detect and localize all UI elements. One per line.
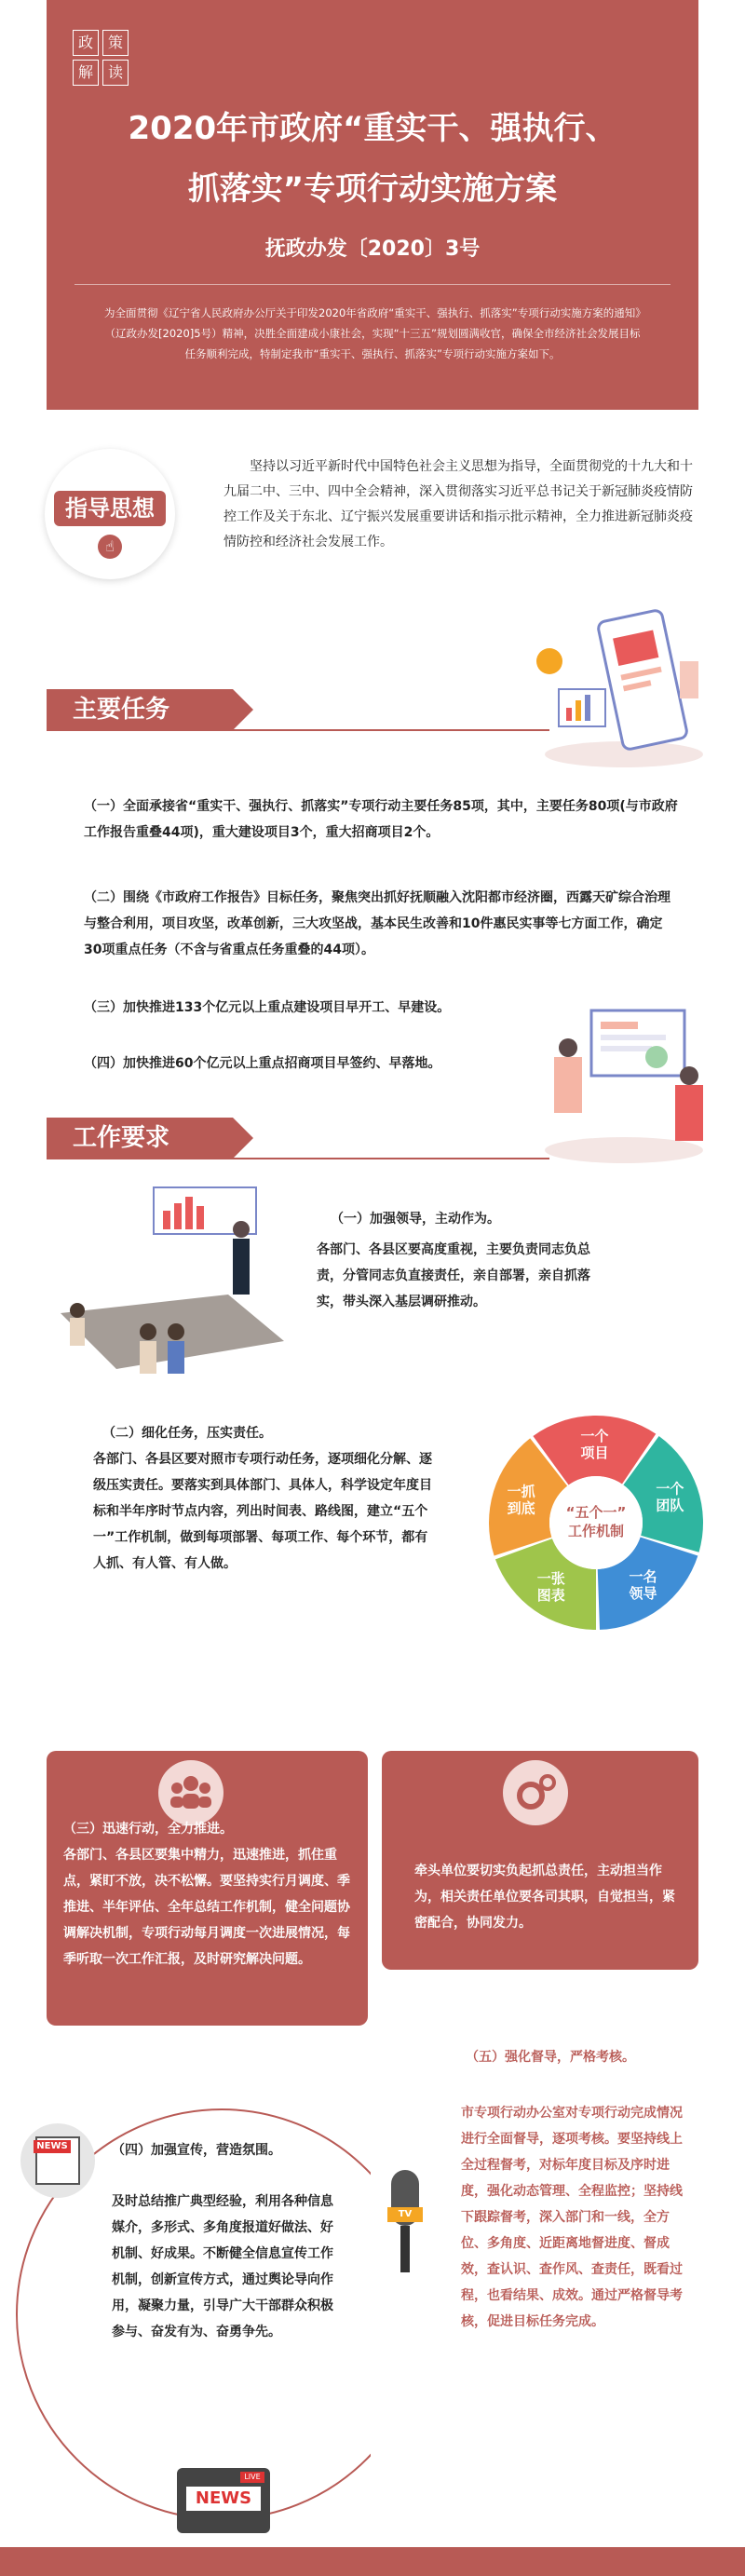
- tv-label: TV: [387, 2207, 423, 2222]
- divider: [74, 284, 670, 285]
- intro-text: 为全面贯彻《辽宁省人民政府办公厅关于印发2020年省政府“重实干、强执行、抓落实”专项行动实施方案的通知》（辽政办发[2020]5号）精神，决胜全面建成小康社会，实现“十三五”规划圆满收官，确保全市经济社会发展目标任务顺利完成，特制定我市“重实干、强执行、抓落实”专项行动实施方案如下。: [104, 306, 641, 360]
- page-title-line2: 抓落实”专项行动实施方案: [187, 170, 558, 208]
- requirement-5-title: （五）强化督导，严格考核。: [466, 2050, 635, 2065]
- requirement-3-title: （三）迅速行动，全力推进。: [63, 1822, 233, 1837]
- requirement-2-text: 各部门、各县区要对照市专项行动任务，逐项细化分解、逐级压实责任。要落实到具体部门、具体人，科学设定年度目标和半年序时节点内容，列出时间表、路线图，建立“五个一”工作机制，做到每项部署、每项工作、每个环节，都有人抓、有人管、有人做。: [93, 1452, 432, 1571]
- wheel-item-label: 团队: [656, 1497, 684, 1514]
- wheel-center-label: “五个一”: [565, 1504, 627, 1521]
- phone-chart-illustration: [522, 596, 708, 773]
- section-title-requirements: 工作要求: [47, 1118, 233, 1159]
- page-title-line1: 2020年市政府“重实干、强执行、: [128, 110, 617, 147]
- task-item: （三）加快推进133个亿元以上重点建设项目早开工、早建设。: [84, 1000, 451, 1015]
- requirement-3-text: 各部门、各县区要集中精力，迅速推进，抓住重点，紧盯不放，决不松懈。要坚持实行月调度、季推进、半年评估、全年总结工作机制，健全问题协调解决机制，专项行动每月调度一次进展情况，每季听取一次工作汇报，及时研究解决问题。: [63, 1848, 350, 1967]
- requirement-1-title: （一）加强领导，主动作为。: [331, 1212, 500, 1227]
- tag-char: 政: [73, 30, 99, 56]
- tv-news-icon: [177, 2459, 270, 2542]
- requirement-2-title: （二）细化任务，压实责任。: [102, 1426, 272, 1441]
- five-one-mechanism-wheel: [484, 1411, 708, 1634]
- microphone-icon: [374, 2170, 436, 2282]
- tag-char: 读: [102, 60, 129, 86]
- footer-bar: [0, 2547, 745, 2576]
- wheel-item-label: 一个: [656, 1480, 684, 1498]
- guide-text: 坚持以习近平新时代中国特色社会主义思想为指导，全面贯彻党的十九大和十九届二中、三中、四中全会精神，深入贯彻落实习近平总书记关于新冠肺炎疫情防控工作及关于东北、辽宁振兴发展重要讲话和指示批示精神，全力推进新冠肺炎疫情防控和经济社会发展工作。: [224, 459, 693, 549]
- wheel-item-label: 一名: [629, 1568, 657, 1586]
- live-label: LIVE: [240, 2472, 264, 2483]
- wheel-item-label: 领导: [629, 1585, 657, 1603]
- newspaper-icon: [20, 2123, 95, 2198]
- requirement-4-title: （四）加强宣传，营造氛围。: [112, 2143, 281, 2158]
- requirement-5-text: 市专项行动办公室对专项行动完成情况进行全面督导，逐项考核。要坚持线上全过程督考，对标年度目标及序时进度，强化动态管理、全程监控；坚持线下跟踪督考，深入部门和一线，全方位、多角度、近距离地督进度、督成效，查认识、查作风、查责任，既看过程，也看结果、成效。通过严格督导考核，促进目标任务完成。: [461, 2106, 683, 2329]
- wheel-item-label: 到底: [507, 1499, 535, 1517]
- news-label: NEWS: [34, 2140, 71, 2153]
- wheel-item-label: 一抓: [507, 1483, 535, 1500]
- document-number: 抚政办发〔2020〕3号: [264, 237, 481, 261]
- requirement-4-text: 及时总结推广典型经验，利用各种信息媒介，多形式、多角度报道好做法、好机制、好成果。不断健全信息宣传工作机制，创新宣传方式，通过舆论导向作用，凝聚力量，引导广大干部群众积极参与、奋发有为、奋勇争先。: [112, 2194, 333, 2339]
- tag-char: 策: [102, 30, 129, 56]
- wheel-item-label: 一张: [536, 1569, 565, 1587]
- meeting-illustration: [51, 1183, 303, 1416]
- task-item: （一）全面承接省“重实干、强执行、抓落实”专项行动主要任务85项，其中，主要任务80项(与市政府工作报告重叠44项)，重大建设项目3个，重大招商项目2个。: [84, 799, 678, 840]
- header-banner: [47, 0, 698, 410]
- requirement-1-text: 各部门、各县区要高度重视，主要负责同志负总责，分管同志负直接责任，亲自部署，亲自抓落实，带头深入基层调研推动。: [317, 1242, 590, 1309]
- requirement-3b-text: 牵头单位要切实负起抓总责任，主动担当作为，相关责任单位要各司其职，自觉担当，紧密配合，协同发力。: [414, 1864, 675, 1931]
- divider: [47, 729, 549, 731]
- guide-badge: [45, 449, 175, 579]
- divider: [47, 1158, 549, 1159]
- tag-char: 解: [73, 60, 99, 86]
- news-label: NEWS: [186, 2487, 261, 2511]
- wheel-item-label: 一个: [580, 1428, 609, 1445]
- task-item: （二）围绕《市政府工作报告》目标任务，聚焦突出抓好抚顺融入沈阳都市经济圈，西露天矿综合治理与整合利用，项目攻坚，改革创新，三大攻坚战，基本民生改善和10件惠民实事等七方面工作，确定30项重点任务（不含与省重点任务重叠的44项）。: [84, 890, 670, 957]
- pointer-hand-icon: ☝: [98, 535, 122, 559]
- wheel-item-label: 图表: [536, 1586, 565, 1604]
- wheel-item-label: 项目: [580, 1444, 609, 1462]
- svg-text:工作机制: 工作机制: [567, 1523, 625, 1539]
- guide-title: 指导思想: [54, 491, 166, 526]
- gears-icon: [503, 1760, 568, 1825]
- task-item: （四）加快推进60个亿元以上重点招商项目早签约、早落地。: [84, 1056, 441, 1071]
- section-title-tasks: 主要任务: [47, 689, 233, 730]
- presenter-illustration: [535, 992, 712, 1169]
